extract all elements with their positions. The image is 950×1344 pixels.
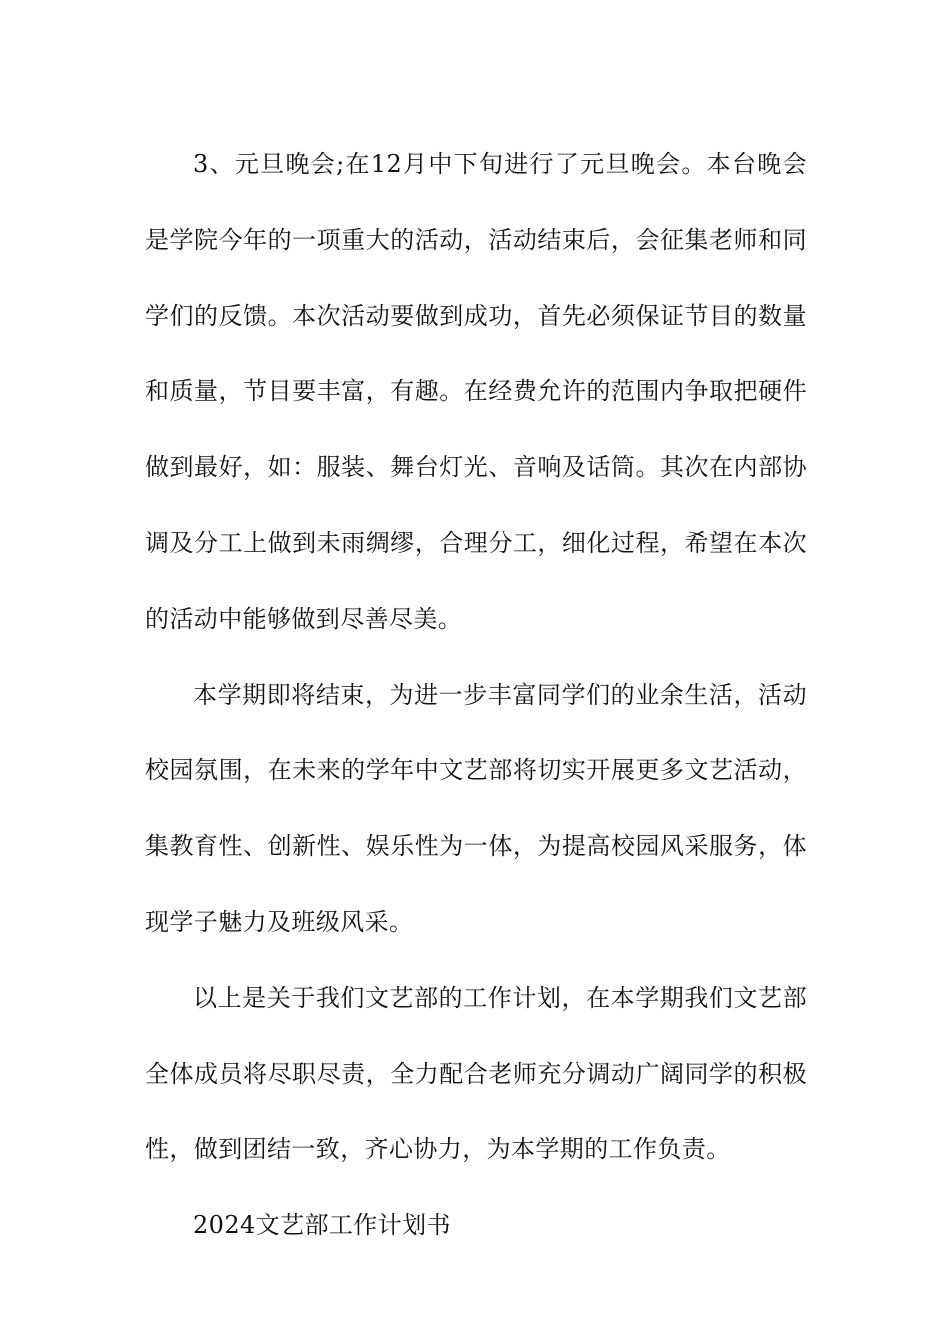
paragraph-closing-statement: 以上是关于我们文艺部的工作计划，在本学期我们文艺部全体成员将尽职尽责，全力配合老师充分调动广阔同学的积极性，做到团结一致，齐心协力，为本学期的工作负责。: [145, 983, 807, 1164]
document-body: [145, 127, 807, 1264]
section-title: 2024文艺部工作计划书: [193, 1211, 451, 1240]
paragraph-new-year-gala: 3、元旦晚会;在12月中下旬进行了元旦晚会。本台晚会是学院今年的一项重大的活动，活动结束后，会征集老师和同学们的反馈。本次活动要做到成功，首先必须保证节目的数量和质量，节目要丰富，有趣。在经费允许的范围内争取把硬件做到最好，如：服装、舞台灯光、音响及话筒。其次在内部协调及分工上做到未雨绸缪，合理分工，细化过程，希望在本次的活动中能够做到尽善尽美。: [145, 150, 807, 633]
paragraph-semester-summary: 本学期即将结束，为进一步丰富同学们的业余生活，活动校园氛围，在未来的学年中文艺部将切实开展更多文艺活动，集教育性、创新性、娱乐性为一体，为提高校园风采服务，体现学子魅力及班级风采。: [145, 680, 807, 936]
